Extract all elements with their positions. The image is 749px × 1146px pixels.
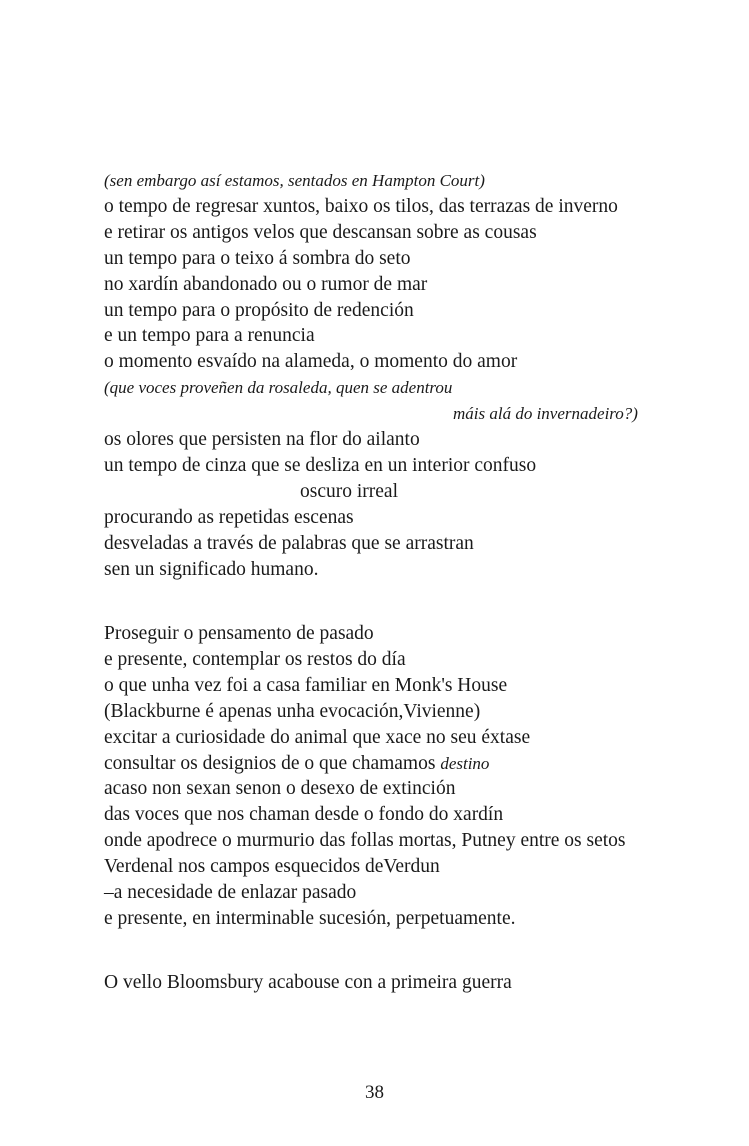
poem-line: no xardín abandonado ou o rumor de mar <box>104 273 428 295</box>
poem-line: o momento esvaído na alameda, o momento do amor <box>104 351 518 373</box>
poem-line: o que unha vez foi a casa familiar en Monk's House <box>104 674 508 696</box>
poem-stanza-3 <box>104 970 744 996</box>
poem-line: excitar a curiosidade do animal que xace no seu éxtase <box>104 726 531 748</box>
poem-line: os olores que persisten na flor do ailanto <box>104 429 420 451</box>
page-number: 38 <box>365 1082 384 1103</box>
poem-line: e retirar os antigos velos que descansan sobre as cousas <box>104 221 537 243</box>
poem-line: un tempo de cinza que se desliza en un interior confuso <box>104 454 537 476</box>
poem-line: sen un significado humano. <box>104 558 319 580</box>
italic-word: destino <box>440 753 490 773</box>
poem-line: e presente, en interminable sucesión, perpetuamente. <box>104 907 516 929</box>
poem-line: máis alá do invernadeiro?) <box>453 404 638 424</box>
poem-stanza-1 <box>104 168 744 583</box>
poem-line-text: consultar os designios de o que chamamos <box>104 752 441 774</box>
poem-line: Proseguir o pensamento de pasado <box>104 623 374 644</box>
poem-line: acaso non sexan senon o desexo de extinción <box>104 778 456 800</box>
poem-line: das voces que nos chaman desde o fondo do xardín <box>104 804 504 826</box>
poem-line: (que voces proveñen da rosaleda, quen se adentrou <box>104 378 453 398</box>
poem-line: Verdenal nos campos esquecidos deVerdun <box>104 856 440 878</box>
poem-line: e un tempo para a renuncia <box>104 325 315 347</box>
poem-line: o tempo de regresar xuntos, baixo os tilos, das terrazas de inverno <box>104 195 618 217</box>
poem-line: desveladas a través de palabras que se arrastran <box>104 532 474 554</box>
poem-line: –a necesidade de enlazar pasado <box>104 882 357 904</box>
poem-line: un tempo para o teixo á sombra do seto <box>104 247 411 269</box>
poem-line: O vello Bloomsbury acabouse con a primeira guerra <box>104 972 512 993</box>
poem-line: (Blackburne é apenas unha evocación,Vivienne) <box>104 700 481 722</box>
poem-line: oscuro irreal <box>300 480 398 502</box>
poem-line: onde apodrece o murmurio das follas mortas, Putney entre os setos <box>104 830 626 852</box>
poem-line <box>104 751 744 777</box>
poem-stanza-2 <box>104 621 744 932</box>
poem-line: (sen embargo así estamos, sentados en Hampton Court) <box>104 171 485 190</box>
poem-line: procurando as repetidas escenas <box>104 506 354 528</box>
poem-line: e presente, contemplar os restos do día <box>104 648 406 670</box>
poem-line: un tempo para o propósito de redención <box>104 299 414 321</box>
